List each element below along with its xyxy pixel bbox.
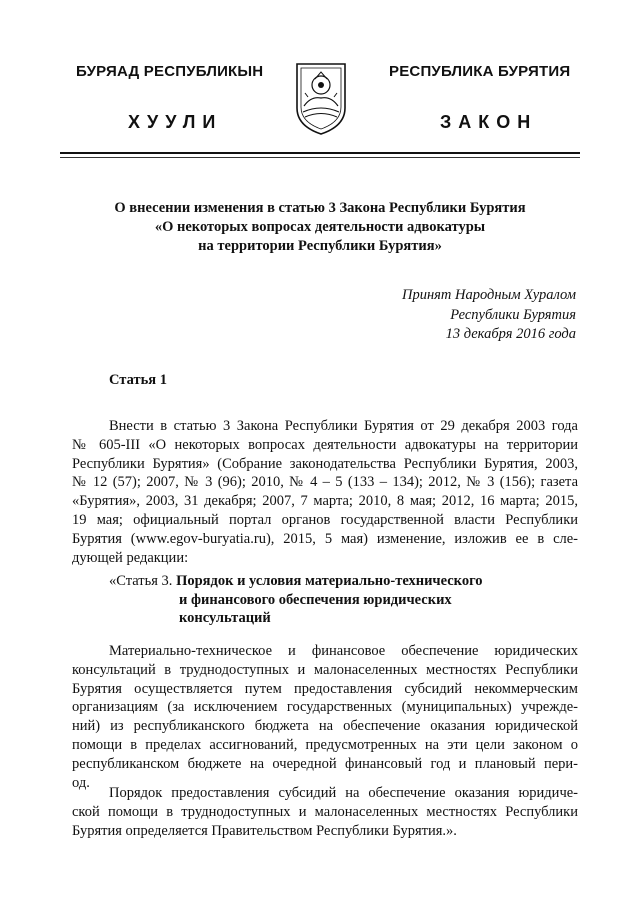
- body-line: 19 мая; официальный портал органов государственной власти Республики: [72, 511, 578, 528]
- header-right-title: РЕСПУБЛИКА БУРЯТИЯ: [389, 63, 571, 80]
- body-line: Внести в статью 3 Закона Республики Бурятия от 29 декабря 2003 года: [109, 418, 578, 434]
- body-line: од.: [72, 774, 90, 791]
- body-line: Бурятия (www.egov-buryatia.ru), 2015, 5 мая) изменение, изложив ее в сле-: [72, 530, 578, 547]
- body-line: ской помощи в труднодоступных и малонаселенных местностях Республики: [72, 803, 578, 820]
- coat-of-arms-icon: [291, 58, 351, 138]
- header-left-title: БУРЯАД РЕСПУБЛИКЫН: [76, 63, 264, 80]
- body-line: дующей редакции:: [72, 549, 189, 566]
- body-line: Республики Бурятия» (Собрание законодательства Республики Бурятия, 2003,: [72, 455, 578, 472]
- adoption-date: 13 декабря 2016 года: [445, 326, 576, 342]
- article-3-heading: [109, 572, 483, 628]
- body-line: Порядок предоставления субсидий на обеспечение оказания юридиче-: [109, 785, 578, 801]
- body-line: № 605-III «О некоторых вопросах деятельности адвокатуры на территории: [72, 436, 578, 453]
- article-3-paragraph-1: [72, 642, 578, 792]
- body-line: № 12 (57); 2007, № 3 (96); 2010, № 4 – 5 (133 – 134); 2012, № 3 (156); газета: [72, 474, 578, 491]
- law-title: [60, 199, 580, 256]
- article-3-heading-line: консультаций: [179, 610, 271, 626]
- body-line: Бурятия осуществляется путем предоставления субсидий некоммерческим: [72, 680, 578, 697]
- body-line: организациям (за исключением государственных (муниципальных) учрежде-: [72, 699, 578, 716]
- article-1-heading: Статья 1: [109, 372, 167, 388]
- article-3-heading-line: и финансового обеспечения юридических: [179, 591, 452, 608]
- header-right-subtitle: ЗАКОН: [440, 112, 538, 132]
- adoption-line: Республики Бурятия: [450, 306, 576, 323]
- law-title-line: «О некоторых вопросах деятельности адвокатуры: [154, 219, 486, 235]
- body-line: республиканском бюджете на очередной финансовый год и плановый пери-: [72, 755, 578, 772]
- body-line: «Бурятия», 2003, 31 декабря; 2007, 7 марта; 2010, 8 мая; 2012, 16 марта; 2015,: [72, 493, 578, 510]
- article-1-body: [72, 417, 578, 567]
- body-line: Материально-техническое и финансовое обеспечение юридических: [109, 643, 578, 659]
- body-line: Бурятия определяется Правительством Республики Бурятия.».: [72, 822, 457, 839]
- body-line: ний) из республиканского бюджета на обеспечение оказания юридической: [72, 718, 578, 735]
- header-divider-thick: [60, 152, 580, 154]
- header-divider-thin: [60, 157, 580, 158]
- article-3-paragraph-2: [72, 784, 578, 840]
- body-line: консультаций в труднодоступных и малонаселенных местностях Республики: [72, 661, 578, 678]
- law-title-line: на территории Республики Бурятия»: [198, 238, 442, 254]
- article-3-prefix: «Статья 3.: [109, 573, 173, 589]
- adoption-line: Принят Народным Хуралом: [401, 287, 576, 303]
- adoption-block: [402, 286, 576, 345]
- header-left-subtitle: ХУУЛИ: [128, 112, 223, 132]
- law-title-line: О внесении изменения в статью 3 Закона Республики Бурятия: [114, 200, 526, 216]
- body-line: помощи в пределах ассигнований, предусмотренных на эти цели законом о: [72, 736, 578, 753]
- article-3-heading-line: Порядок и условия материально-технического: [176, 573, 483, 589]
